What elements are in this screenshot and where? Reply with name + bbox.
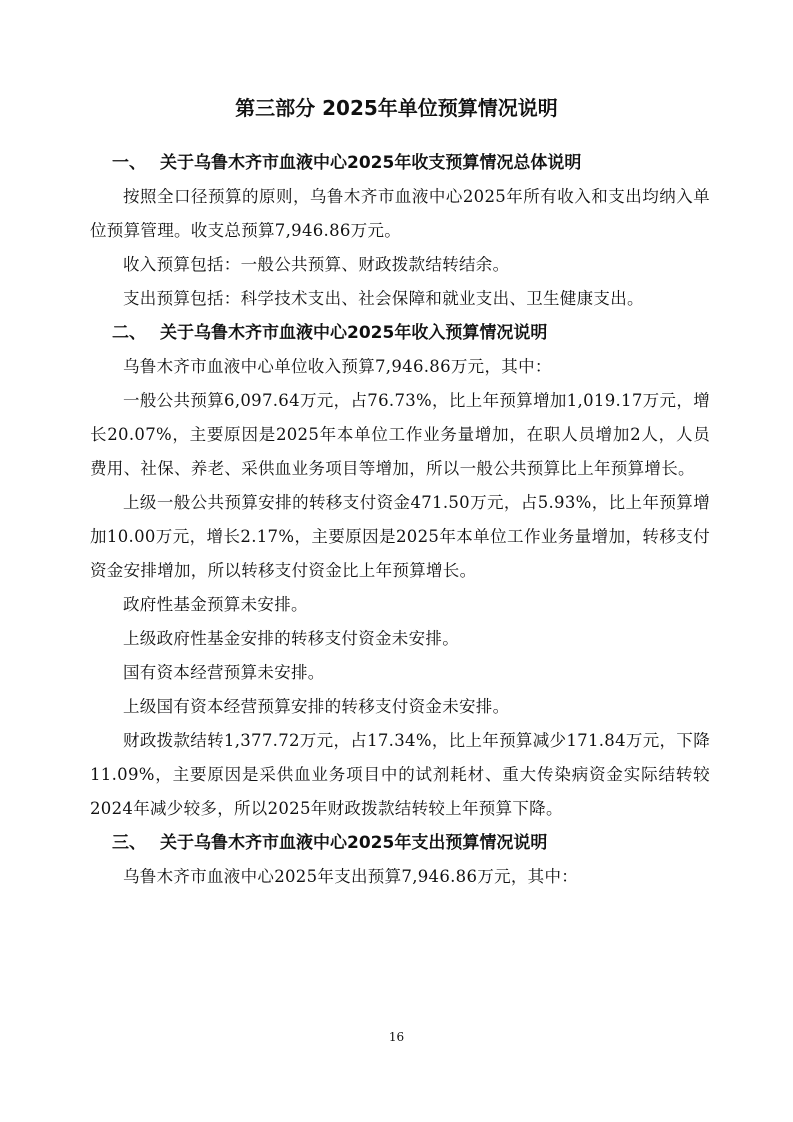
section-heading-text: 关于乌鲁木齐市血液中心2025年支出预算情况说明 — [160, 833, 548, 853]
section-2 — [90, 316, 710, 826]
paragraph: 上级国有资本经营预算安排的转移支付资金未安排。 — [123, 697, 510, 716]
section-number: 三、 — [112, 833, 146, 853]
paragraph: 上级政府性基金安排的转移支付资金未安排。 — [123, 629, 459, 648]
paragraph: 国有资本经营预算未安排。 — [123, 663, 325, 682]
paragraph: 收入预算包括：一般公共预算、财政拨款结转结余。 — [123, 255, 510, 274]
page-title: 第三部分 2025年单位预算情况说明 — [235, 96, 558, 120]
section-3 — [90, 826, 710, 894]
section-heading — [90, 316, 710, 350]
section-heading — [90, 826, 710, 860]
paragraph: 一般公共预算6,097.64万元，占76.73%，比上年预算增加1,019.17万元，增长20.07%，主要原因是2025年本单位工作业务量增加，在职人员增加2人，人员费用、社保、养老、采供血业务项目等增加，所以一般公共预算比上年预算增长。 — [90, 391, 710, 478]
section-number: 二、 — [112, 323, 146, 343]
paragraph: 按照全口径预算的原则，乌鲁木齐市血液中心2025年所有收入和支出均纳入单位预算管理。收支总预算7,946.86万元。 — [90, 187, 710, 240]
document-body — [90, 146, 710, 894]
paragraph: 支出预算包括：科学技术支出、社会保障和就业支出、卫生健康支出。 — [123, 289, 644, 308]
paragraph: 政府性基金预算未安排。 — [123, 595, 308, 614]
section-heading-text: 关于乌鲁木齐市血液中心2025年收入预算情况说明 — [160, 323, 548, 343]
section-heading-text: 关于乌鲁木齐市血液中心2025年收支预算情况总体说明 — [160, 153, 582, 173]
page-number: 16 — [388, 1030, 405, 1044]
paragraph: 上级一般公共预算安排的转移支付资金471.50万元，占5.93%，比上年预算增加10.00万元，增长2.17%，主要原因是2025年本单位工作业务量增加，转移支付资金安排增加，所以转移支付资金比上年预算增长。 — [90, 493, 710, 580]
paragraph: 乌鲁木齐市血液中心2025年支出预算7,946.86万元，其中： — [123, 867, 579, 886]
section-number: 一、 — [112, 153, 146, 173]
paragraph: 乌鲁木齐市血液中心单位收入预算7,946.86万元，其中： — [123, 357, 552, 376]
section-heading — [90, 146, 710, 180]
section-1 — [90, 146, 710, 316]
paragraph: 财政拨款结转1,377.72万元，占17.34%，比上年预算减少171.84万元，下降11.09%，主要原因是采供血业务项目中的试剂耗材、重大传染病资金实际结转较2024年减少较多，所以2025年财政拨款结转较上年预算下降。 — [90, 731, 710, 818]
